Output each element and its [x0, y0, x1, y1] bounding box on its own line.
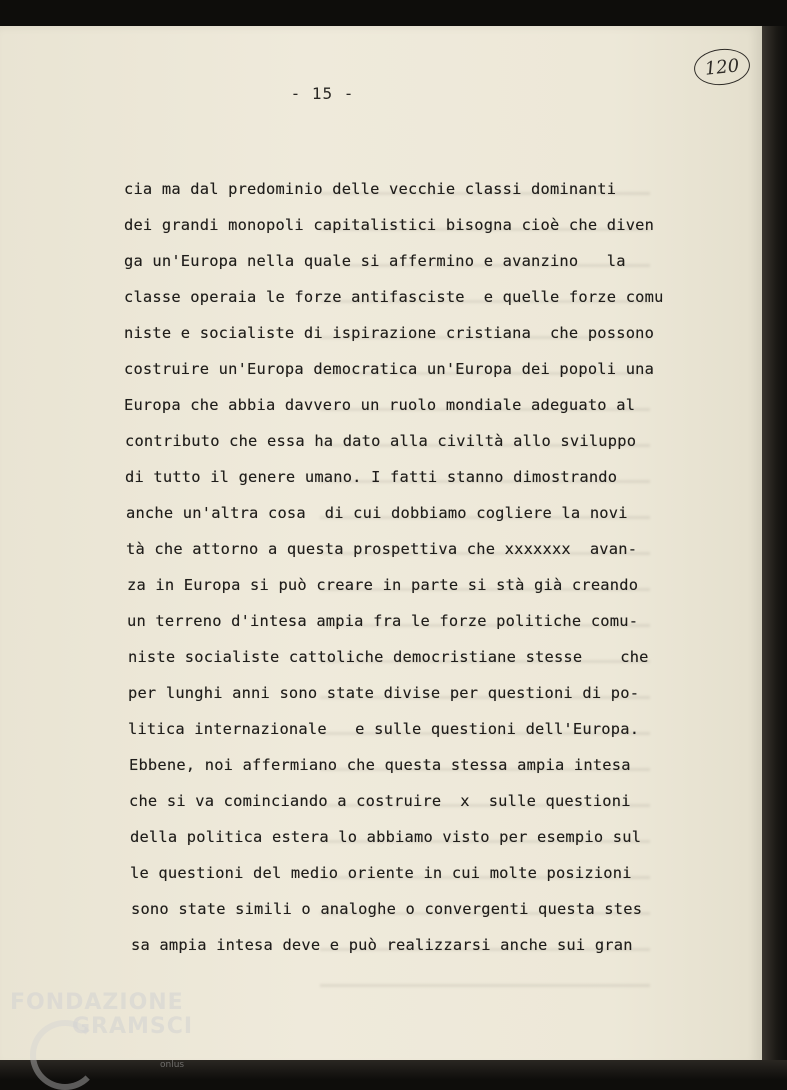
- watermark-line-3: onlus: [160, 1060, 185, 1070]
- text-line: un terreno d'intesa ampia fra le forze politiche comu-: [127, 612, 639, 630]
- text-line: niste socialiste cattoliche democristiane stesse che: [128, 648, 649, 666]
- text-line: che si va cominciando a costruire x sulle questioni: [129, 792, 631, 810]
- page-number: - 15 -: [290, 84, 355, 103]
- text-line: per lunghi anni sono state divise per questioni di po-: [128, 684, 640, 702]
- text-line: ga un'Europa nella quale si affermino e avanzino la: [124, 252, 626, 270]
- watermark-line-2: GRAMSCI: [72, 1014, 194, 1039]
- text-line: Europa che abbia davvero un ruolo mondiale adeguato al: [124, 396, 636, 414]
- text-line: di tutto il genere umano. I fatti stanno dimostrando: [125, 468, 618, 486]
- page-edge-shadow: [762, 26, 787, 1066]
- text-line: costruire un'Europa democratica un'Europa dei popoli una: [124, 360, 655, 378]
- text-line: contributo che essa ha dato alla civiltà allo sviluppo: [125, 432, 637, 450]
- text-line: dei grandi monopoli capitalistici bisogna cioè che diven: [124, 216, 655, 234]
- archive-page-stamp: 120: [692, 46, 751, 88]
- text-line: sa ampia intesa deve e può realizzarsi anche sui gran: [131, 936, 633, 954]
- watermark-line-1: FONDAZIONE: [10, 990, 184, 1015]
- bottom-edge-shadow: [0, 1060, 787, 1080]
- watermark: [10, 992, 193, 1038]
- text-line: le questioni del medio oriente in cui molte posizioni: [130, 864, 632, 882]
- text-line: cia ma dal predominio delle vecchie classi dominanti: [124, 180, 617, 198]
- text-line: niste e socialiste di ispirazione cristiana che possono: [124, 324, 655, 342]
- text-line: litica internazionale e sulle questioni dell'Europa.: [128, 720, 640, 738]
- text-line: sono state simili o analoghe o convergenti questa stes: [131, 900, 643, 918]
- text-line: della politica estera lo abbiamo visto per esempio sul: [130, 828, 642, 846]
- text-line: anche un'altra cosa di cui dobbiamo cogliere la novi: [126, 504, 628, 522]
- text-line: Ebbene, noi affermiano che questa stessa ampia intesa: [129, 756, 631, 774]
- text-line: za in Europa si può creare in parte si stà già creando: [127, 576, 639, 594]
- text-line: classe operaia le forze antifasciste e quelle forze comu: [124, 288, 664, 306]
- text-line: tà che attorno a questa prospettiva che xxxxxxx avan-: [126, 540, 638, 558]
